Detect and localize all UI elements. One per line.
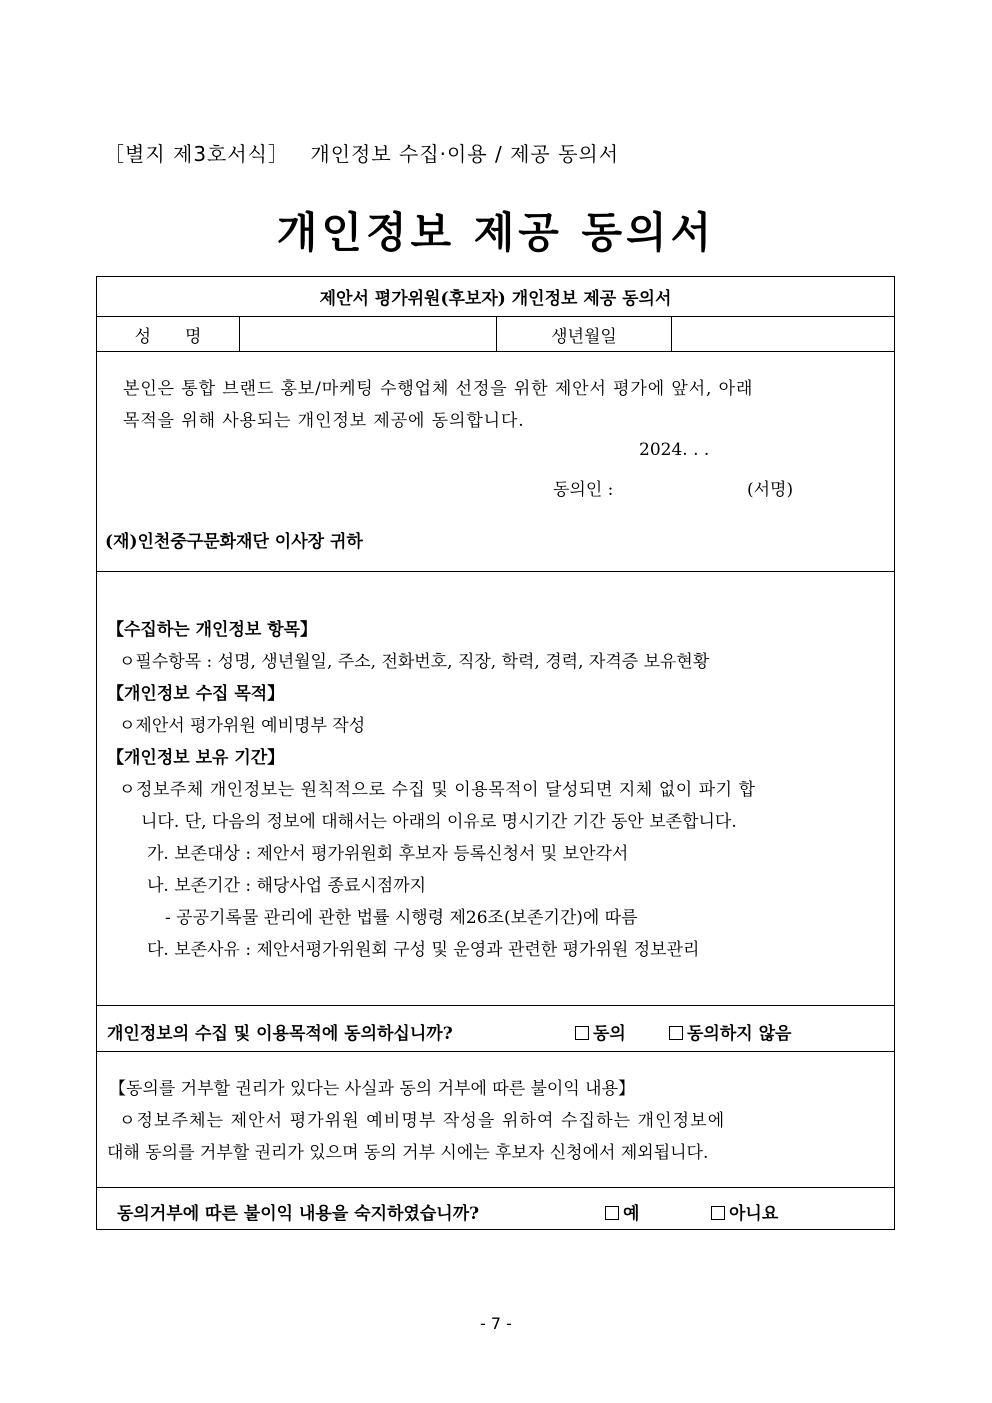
consent-line-1: 본인은 통합 브랜드 홍보/마케팅 수행업체 선정을 위한 제안서 평가에 앞서, 아래 <box>123 379 754 399</box>
info-section <box>97 572 894 1006</box>
acknowledge-question: 동의거부에 따른 불이익 내용을 숙지하였습니까? <box>117 1204 480 1224</box>
agree-checkbox[interactable] <box>575 1019 626 1044</box>
notice-line-1: ㅇ정보주체는 제안서 평가위원 예비명부 작성을 위하여 수집하는 개인정보에 <box>119 1111 726 1131</box>
consent-date: 2024. . . <box>639 440 710 460</box>
form-header <box>104 138 619 167</box>
consent-question: 개인정보의 수집 및 이용목적에 동의하십니까? <box>107 1024 453 1044</box>
period-item-b: 나. 보존기간 : 해당사업 종료시점까지 <box>147 876 427 896</box>
agree-label: 동의 <box>593 1024 626 1044</box>
period-heading: 【개인정보 보유 기간】 <box>107 748 285 768</box>
checkbox-icon[interactable] <box>575 1026 589 1040</box>
disagree-checkbox[interactable] <box>669 1019 791 1044</box>
period-item-b-sub: - 공공기록물 관리에 관한 법률 시행령 제26조(보존기간)에 따름 <box>165 908 638 928</box>
acknowledge-question-row <box>97 1188 894 1230</box>
checkbox-icon[interactable] <box>711 1206 725 1220</box>
form-section-title: 제안서 평가위원(후보자) 개인정보 제공 동의서 <box>97 277 894 317</box>
disagree-label: 동의하지 않음 <box>687 1024 792 1044</box>
notice-line-2: 대해 동의를 거부할 권리가 있으며 동의 거부 시에는 후보자 신청에서 제외됩니다. <box>107 1143 709 1163</box>
consent-form <box>96 276 895 1230</box>
addressee: (재)인천중구문화재단 이사장 귀하 <box>105 532 363 552</box>
yes-label: 예 <box>623 1204 640 1224</box>
checkbox-icon[interactable] <box>605 1206 619 1220</box>
birth-field[interactable] <box>672 317 896 351</box>
consent-question-row <box>97 1006 894 1052</box>
purpose-heading: 【개인정보 수집 목적】 <box>107 684 285 704</box>
checkbox-icon[interactable] <box>669 1026 683 1040</box>
yes-checkbox[interactable] <box>605 1199 639 1224</box>
consent-line-2: 목적을 위해 사용되는 개인정보 제공에 동의합니다. <box>123 411 525 431</box>
birth-label: 생년월일 <box>497 317 672 351</box>
items-heading: 【수집하는 개인정보 항목】 <box>107 620 318 640</box>
purpose-text: ㅇ제안서 평가위원 예비명부 작성 <box>119 716 366 736</box>
items-text: ㅇ필수항목 : 성명, 생년월일, 주소, 전화번호, 직장, 학력, 경력, 자격증 보유현황 <box>119 652 710 672</box>
name-field[interactable] <box>240 317 497 351</box>
name-label: 성 명 <box>97 317 240 351</box>
page-title: 개인정보 제공 동의서 <box>276 208 716 257</box>
period-line-1: ㅇ정보주체 개인정보는 원칙적으로 수집 및 이용목적이 달성되면 지체 없이 파기 합 <box>119 780 756 800</box>
signer-label: 동의인 : <box>553 480 614 500</box>
consent-statement <box>97 352 894 572</box>
signature-label: (서명) <box>747 480 794 500</box>
period-item-a: 가. 보존대상 : 제안서 평가위원회 후보자 등록신청서 및 보안각서 <box>147 844 629 864</box>
no-checkbox[interactable] <box>711 1199 778 1224</box>
period-line-2: 니다. 단, 다음의 정보에 대해서는 아래의 이유로 명시기간 기간 동안 보존합니다. <box>141 812 737 832</box>
name-birth-row <box>97 317 894 352</box>
form-name: 개인정보 수집·이용 / 제공 동의서 <box>310 142 620 166</box>
form-number: ［별지 제3호서식］ <box>104 142 290 166</box>
period-item-c: 다. 보존사유 : 제안서평가위원회 구성 및 운영과 관련한 평가위원 정보관리 <box>147 940 700 960</box>
notice-heading: 【동의를 거부할 권리가 있다는 사실과 동의 거부에 따른 불이익 내용】 <box>109 1079 636 1099</box>
no-label: 아니요 <box>729 1204 779 1224</box>
refusal-notice <box>97 1052 894 1188</box>
page-number: - 7 - <box>480 1314 512 1333</box>
